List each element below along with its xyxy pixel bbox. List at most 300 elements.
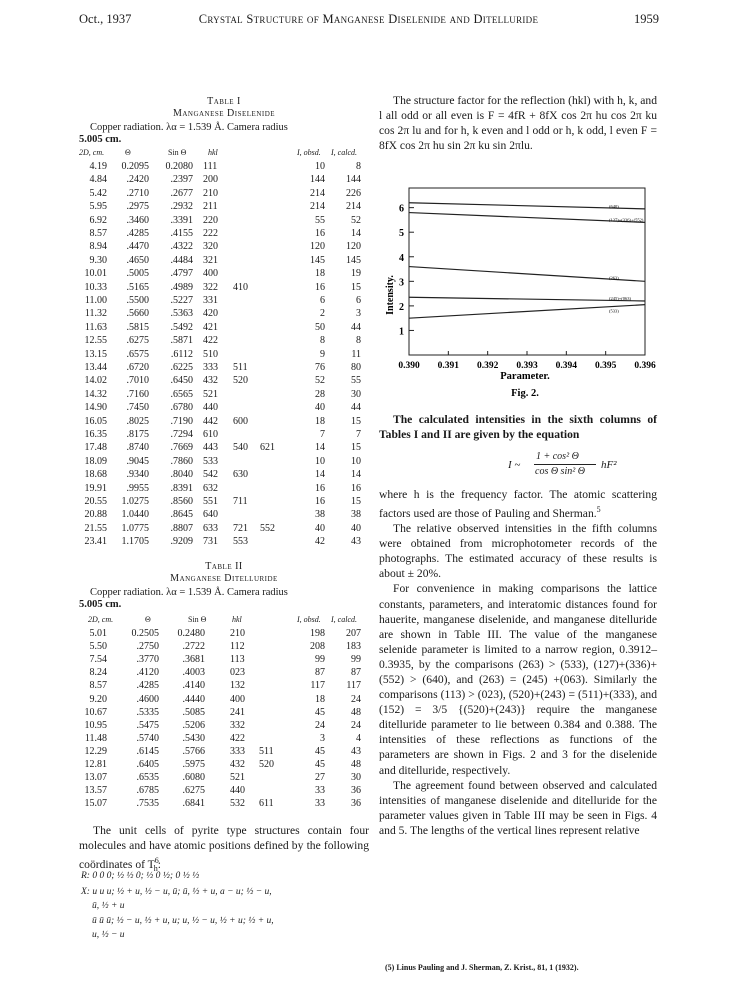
table1-cell: 8 (356, 161, 361, 172)
table1-cell: .8025 (126, 415, 149, 427)
table2-cell: 9.20 (89, 693, 107, 705)
table1-cell: .5363 (170, 308, 193, 320)
table1-cell: 40 (315, 402, 325, 414)
table1-cell: 8.57 (89, 228, 107, 239)
table1-cell: 111 (203, 161, 218, 172)
table2-cell: .5975 (182, 759, 205, 770)
x-tick-label: 0.396 (634, 361, 656, 371)
table1-cell: 10 (351, 455, 361, 467)
figure-2-ticks (398, 204, 656, 371)
table1-cell: 1.0775 (121, 522, 149, 534)
table1-cell: 11.32 (84, 308, 107, 320)
structure-factor-paragraph (379, 93, 657, 153)
table1-cell: 214 (346, 201, 361, 213)
table1-cell: 16 (351, 482, 361, 494)
table2-cell: .5475 (136, 719, 159, 731)
pyrite-colon: : (157, 858, 162, 872)
table1-cell: .5660 (126, 308, 149, 320)
table1-cell: .9955 (126, 482, 149, 494)
table1-cell: .4322 (170, 241, 193, 253)
table2-cell: 87 (351, 667, 361, 679)
table1-cell: 331 (203, 295, 218, 306)
table2-cell: 208 (310, 641, 325, 653)
table2-cell: .4600 (136, 693, 159, 705)
page-number: 1959 (634, 12, 659, 26)
table1-cell: 14.90 (84, 402, 107, 414)
table2-cell: 207 (346, 628, 361, 639)
table2-col-obsd: I, obsd. (297, 615, 321, 624)
table2-cell: .5766 (182, 745, 205, 757)
table1-cell: 0.2095 (121, 161, 149, 172)
table2-row (79, 679, 369, 692)
table1-cell: 222 (203, 228, 218, 239)
table1-cell: 632 (203, 482, 218, 494)
footnote: (5) Linus Pauling and J. Sherman, Z. Krist., 81, 1 (1932). (385, 963, 579, 972)
table2-cell: .4120 (136, 667, 159, 679)
table1-cell: 711 (233, 496, 248, 507)
table2-cell: 8.57 (89, 680, 107, 692)
table1-row (79, 294, 369, 307)
table2-cell: 8.24 (89, 667, 107, 679)
table2-cell: 422 (230, 732, 245, 744)
table1-cell: 5.95 (89, 201, 107, 213)
table2-cell: .3770 (136, 654, 159, 666)
table1-cell: 14 (351, 469, 361, 481)
table1-row (79, 187, 369, 200)
table1-cell: .4650 (126, 254, 149, 266)
series-label: (245)+(063) (609, 295, 632, 301)
x-tick-label: 0.392 (476, 361, 499, 371)
table2-cell: 15.07 (84, 798, 107, 810)
table1-col-calcd: I, calcd. (331, 148, 357, 157)
table2-row (79, 706, 369, 719)
table2-cell: .6405 (136, 759, 159, 770)
agreement-text: The agreement found between observed and calculated intensities of manganese diselenide and ditelluride for the parameter values given in Table III may be seen in Figs. 4 and 5. The lengths of the vertical lines represent relative (379, 778, 657, 837)
table1-cell: 42 (315, 536, 325, 548)
table1-cell: .7450 (126, 402, 149, 414)
table1-cell: 511 (233, 362, 248, 373)
formula-denominator: cos Θ sin² Θ (535, 466, 585, 477)
table1-cell: .6450 (170, 375, 193, 387)
table1-cell: 10 (315, 161, 325, 172)
table2-cell: .6080 (182, 772, 205, 784)
table1-cell: 80 (351, 362, 361, 373)
table1-row (79, 321, 369, 334)
series-label: (640) (609, 203, 619, 209)
y-tick-label: 3 (399, 277, 404, 289)
table2-cell: .2750 (136, 641, 159, 653)
table1-cell: 1.0275 (121, 496, 149, 507)
table1-cell: 640 (203, 509, 218, 521)
figure-2-frame (409, 188, 645, 355)
figure-2-ylabel: Intensity. (385, 275, 396, 315)
table1-cell: 44 (351, 321, 361, 333)
table2-row (79, 771, 369, 784)
table1-cell: .9340 (126, 469, 149, 481)
table1-cell: 11.00 (84, 295, 107, 306)
table1-cell: .4484 (170, 254, 193, 266)
table1-cell: .6225 (170, 362, 193, 373)
table1-cell: 13.44 (84, 362, 107, 373)
structure-factor-text: The structure factor for the reflection (hkl) with h, k, and l all odd or all even is F = 4fR + 8fX cos 2π hu cos 2π ku cos 2π lu and for h, k even and l odd or h, k odd, l even F = 8fX cos 2π hu sin 2π ku sin 2πlu. (379, 94, 657, 153)
table1-cell: 38 (351, 509, 361, 521)
table1-cell: 10.01 (84, 268, 107, 280)
table2-cell: 521 (230, 772, 245, 784)
table1-row (79, 307, 369, 320)
table1-cell: 210 (203, 187, 218, 199)
table1-cell: 12.55 (84, 335, 107, 347)
table1-cell: 15 (351, 496, 361, 507)
table1-cell: 731 (203, 536, 218, 548)
table1-row (79, 214, 369, 227)
table2-cell: 241 (230, 706, 245, 718)
table1-cell: .2710 (126, 187, 149, 199)
table2-row (79, 627, 369, 640)
table1-cell: 11.63 (84, 321, 107, 333)
figure-2-xlabel: Parameter. (500, 371, 550, 382)
table2-cell: 45 (315, 706, 325, 718)
table2-row (79, 732, 369, 745)
table1-row (79, 468, 369, 481)
table2-cell: 112 (230, 641, 245, 653)
table1-cell: 432 (203, 375, 218, 387)
table1-cell: 16 (315, 281, 325, 293)
table2-cell: 10.67 (84, 706, 107, 718)
table1-row (79, 334, 369, 347)
table1-cell: .5165 (126, 281, 149, 293)
table2-cell: .4140 (182, 680, 205, 692)
table1-cell: 214 (310, 201, 325, 213)
table1-cell: .7160 (126, 388, 149, 400)
table1-cell: .5815 (126, 321, 149, 333)
table1-cell: 410 (233, 281, 248, 293)
table1-cell: 8 (356, 335, 361, 347)
table1-cell: .5500 (126, 295, 149, 306)
table1-cell: 520 (233, 375, 248, 387)
table2-name: Manganese Ditelluride (170, 573, 278, 584)
y-tick-label: 2 (399, 301, 404, 313)
table2-cell: 99 (351, 654, 361, 666)
x-tick-label: 0.390 (398, 361, 420, 371)
table2-caption-radius: 5.005 cm. (79, 599, 122, 610)
table1-cell: 322 (203, 281, 218, 293)
figure-2-series (409, 203, 645, 318)
table1-cell: .6780 (170, 402, 193, 414)
table2-cell: .5335 (136, 706, 159, 718)
figure-2-caption: Fig. 2. (511, 388, 539, 399)
comparison-text: For convenience in making comparisons the lattice constants, parameters, and interatomic distances found for hauerite, manganese diselenide, and manganese ditelluride are shown in Table III. The value of the manganese selenide parameter is limited to a narrow region, 0.3912–0.3935, by the comparisons (263) > (533), (127)+(336)+(552) > (640), and (263) = (245) +(063). Similarly the comparisons (113) > (023), (520)+(243) = (511)+(333), and (152) = 3/5 {(520)+(243)} require the manganese ditelluride parameter to lie between 0.384 and 0.388. The intensities of these reflections as functions of the parameters are shown in Figs. 2 and 3 for the diselenide and ditelluride, respectively. (379, 582, 657, 777)
table2-cell: 99 (315, 654, 325, 666)
table1-cell: 542 (203, 469, 218, 481)
table2-cell: 10.95 (84, 719, 107, 731)
table1-cell: 30 (351, 388, 361, 400)
table1-cell: .9045 (126, 455, 149, 467)
table1-cell: 40 (315, 522, 325, 534)
table1-cell: .6275 (126, 335, 149, 347)
table1-cell: 120 (310, 241, 325, 253)
table1-cell: 0.2080 (165, 161, 193, 172)
table2-cell: 33 (315, 785, 325, 797)
table1-cell: .6565 (170, 388, 193, 400)
table1-cell: 621 (260, 442, 275, 454)
table1-cell: 421 (203, 321, 218, 333)
formula-lhs: I ~ (508, 459, 521, 471)
table1-row (79, 495, 369, 508)
table1-cell: 600 (233, 415, 248, 427)
table1-cell: .3460 (126, 214, 149, 226)
table1-row (79, 482, 369, 495)
table2-cell: 24 (315, 719, 325, 731)
table2-cell: 30 (351, 772, 361, 784)
table2-cell: 0.2505 (131, 628, 159, 639)
table1-cell: 422 (203, 335, 218, 347)
table1-row (79, 428, 369, 441)
table2-cell: .4003 (182, 667, 205, 679)
table1-cell: 510 (203, 348, 218, 360)
table1-cell: 10.33 (84, 281, 107, 293)
table2-cell: 13.57 (84, 785, 107, 797)
table1-cell: .5492 (170, 321, 193, 333)
table2-cell: .6535 (136, 772, 159, 784)
table1-cell: 6 (320, 295, 325, 306)
table2-cell: 023 (230, 667, 245, 679)
table1-cell: 43 (351, 536, 361, 548)
coord-x2: ū, ½ + u (92, 901, 125, 911)
table2-cell: 12.81 (84, 759, 107, 770)
table1-cell: 551 (203, 496, 218, 507)
table1-cell: 14 (351, 228, 361, 239)
table2-cell: 11.48 (84, 732, 107, 744)
table1-row (79, 508, 369, 521)
table1-cell: 52 (351, 214, 361, 226)
table1-cell: .7860 (170, 455, 193, 467)
table1-cell: 20.88 (84, 509, 107, 521)
table1-row (79, 281, 369, 294)
table1-cell: .7669 (170, 442, 193, 454)
table1-cell: 5.42 (89, 187, 107, 199)
table2-cell: .5085 (182, 706, 205, 718)
table1-cell: 420 (203, 308, 218, 320)
table1-cell: 18 (315, 415, 325, 427)
table1-cell: .8560 (170, 496, 193, 507)
table1-cell: 533 (203, 455, 218, 467)
coord-x1: X: u u u; ½ + u, ½ − u, ū; ū, ½ + u, a − u; ½ − u, (81, 887, 272, 897)
table1-cell: 610 (203, 429, 218, 440)
table2-cell: .4440 (182, 693, 205, 705)
table2-cell: 48 (351, 706, 361, 718)
table2-row (79, 653, 369, 666)
table1-row (79, 200, 369, 213)
table1-cell: 15 (351, 415, 361, 427)
table2-cell: .3681 (182, 654, 205, 666)
table1-cell: 1.1705 (121, 536, 149, 548)
table1-cell: .5871 (170, 335, 193, 347)
table1-col-sin: Sin Θ (168, 148, 187, 157)
table1-col-obsd: I, obsd. (297, 148, 321, 157)
table1-cell: 16.35 (84, 429, 107, 440)
table1-cell: 4.84 (89, 174, 107, 186)
table2-row (79, 640, 369, 653)
table1-cell: 7 (320, 429, 325, 440)
table1-cell: .7190 (170, 415, 193, 427)
table1-col-theta: Θ (125, 148, 131, 157)
table2-cell: .5430 (182, 732, 205, 744)
table1-cell: .7294 (170, 429, 193, 440)
table1-cell: 211 (203, 201, 218, 213)
observed-text: The relative observed intensities in the fifth columns were obtained from microphotometer records of the photographs. The estimated accuracy of these results is about ± 20%. (379, 522, 657, 581)
table1-cell: 15 (351, 442, 361, 454)
table1-cell: 15 (351, 281, 361, 293)
table1-cell: .2975 (126, 201, 149, 213)
table1-cell: 630 (233, 469, 248, 481)
table1-cell: 40 (351, 522, 361, 534)
table1-row (79, 441, 369, 454)
table2-cell: 511 (259, 745, 274, 757)
figure-2-axes (409, 188, 645, 355)
table1-cell: .5005 (126, 268, 149, 280)
table1-cell: 440 (203, 402, 218, 414)
table2-cell: 132 (230, 680, 245, 692)
table1-cell: .4989 (170, 281, 193, 293)
table1-cell: 52 (315, 375, 325, 387)
table1-cell: 10 (315, 455, 325, 467)
table2-cell: 18 (315, 693, 325, 705)
table1-cell: 38 (315, 509, 325, 521)
table2-cell: 113 (230, 654, 245, 666)
table1-cell: 442 (203, 415, 218, 427)
formula-numerator: 1 + cos² Θ (536, 451, 579, 462)
table1-cell: 7 (356, 429, 361, 440)
table1-cell: 1.0440 (121, 509, 149, 521)
table2-cell: 45 (315, 759, 325, 770)
table1-cell: 18 (315, 268, 325, 280)
table2-cell: .5740 (136, 732, 159, 744)
table1-cell: .5227 (170, 295, 193, 306)
table2-cell: 432 (230, 759, 245, 770)
table1-cell: 16.05 (84, 415, 107, 427)
table2-cell: 36 (351, 785, 361, 797)
table1-cell: 16 (315, 228, 325, 239)
table1-row (79, 227, 369, 240)
table1-cell: 23.41 (84, 536, 107, 548)
table1-cell: 21.55 (84, 522, 107, 534)
table2-cell: 27 (315, 772, 325, 784)
table2-cell: .6145 (136, 745, 159, 757)
table1-cell: .8040 (170, 469, 193, 481)
table1-cell: .2677 (170, 187, 193, 199)
table2-cell: 24 (351, 693, 361, 705)
y-tick-label: 1 (399, 326, 404, 338)
table1-cell: 443 (203, 442, 218, 454)
table2-cell: .2722 (182, 641, 205, 653)
table1-row (79, 361, 369, 374)
formula-bar (534, 464, 596, 465)
table1-cell: 16 (315, 482, 325, 494)
table1-cell: 214 (310, 187, 325, 199)
table1-cell: 19 (351, 268, 361, 280)
table1-cell: 226 (346, 187, 361, 199)
table1-cell: .8391 (170, 482, 193, 494)
table1-caption: Copper radiation. λα = 1.539 Å. Camera radius (90, 122, 288, 133)
table1-cell: 144 (346, 174, 361, 186)
table2-cell: 210 (230, 628, 245, 639)
table1-row (79, 388, 369, 401)
table2-cell: 117 (310, 680, 325, 692)
table1-cell: .6112 (170, 348, 193, 360)
table1-row (79, 374, 369, 387)
table1-cell: 3 (356, 308, 361, 320)
table1-cell: .3391 (170, 214, 193, 226)
table1-cell: 18.68 (84, 469, 107, 481)
table2-cell: 7.54 (89, 654, 107, 666)
pyrite-text: The unit cells of pyrite type structures contain four molecules and have atomic positions defined by the following coördinates of T (79, 824, 369, 872)
table1-cell: .8645 (170, 509, 193, 521)
coord-x4: u, ½ − u (92, 930, 125, 940)
pyrite-sup: 6 (154, 856, 159, 866)
table2-cell: 87 (315, 667, 325, 679)
table1-col-hkl: hkl (208, 148, 218, 157)
table1-cell: 8 (320, 335, 325, 347)
table2-row (79, 693, 369, 706)
table2-cell: 33 (315, 798, 325, 810)
table2-cell: 3 (320, 732, 325, 744)
table1-cell: 28 (315, 388, 325, 400)
table1-label: Table I (207, 96, 241, 107)
table1-cell: 50 (315, 321, 325, 333)
table2-cell: 43 (351, 745, 361, 757)
table2-cell: .6275 (182, 785, 205, 797)
table1-cell: 4.19 (89, 161, 107, 172)
table1-row (79, 267, 369, 280)
table2-col-2d: 2D, cm. (88, 615, 114, 624)
table1-cell: 2 (320, 308, 325, 320)
table2-caption: Copper radiation. λα = 1.539 Å. Camera radius (90, 587, 288, 598)
table1-cell: 145 (310, 254, 325, 266)
table2-cell: .6785 (136, 785, 159, 797)
x-tick-label: 0.391 (437, 361, 460, 371)
figure-2-chart (379, 180, 657, 405)
table2-cell: 198 (310, 628, 325, 639)
table1-cell: 6 (356, 295, 361, 306)
scattering-text: where h is the frequency factor. The atomic scattering factors used are those of Pauling and Sherman. (379, 488, 657, 520)
table1-body (79, 160, 369, 550)
table1-cell: .4285 (126, 228, 149, 239)
table1-row (79, 173, 369, 186)
table1-cell: 200 (203, 174, 218, 186)
table1-cell: 333 (203, 362, 218, 373)
table1-cell: .8807 (170, 522, 193, 534)
table1-cell: 14.32 (84, 388, 107, 400)
table2-col-calcd: I, calcd. (331, 615, 357, 624)
table1-cell: 721 (233, 522, 248, 534)
table2-cell: 24 (351, 719, 361, 731)
table1-row (79, 535, 369, 548)
table1-cell: 8.94 (89, 241, 107, 253)
table1-cell: 9 (320, 348, 325, 360)
running-head-title: Crystal Structure of Manganese Diselenide and Ditelluride (198, 12, 539, 26)
table2-label: Table II (205, 561, 243, 572)
table2-row (79, 758, 369, 771)
coord-r: R: 0 0 0; ½ ½ 0; ½ 0 ½; 0 ½ ½ (81, 871, 200, 881)
table1-row (79, 254, 369, 267)
table1-cell: .6575 (126, 348, 149, 360)
formula-rhs: hF² (601, 459, 617, 471)
table2-col-sin: Sin Θ (188, 615, 207, 624)
running-head-date: Oct., 1937 (79, 12, 132, 26)
table2-row (79, 797, 369, 810)
y-tick-label: 6 (399, 203, 404, 215)
table1-cell: 144 (310, 174, 325, 186)
